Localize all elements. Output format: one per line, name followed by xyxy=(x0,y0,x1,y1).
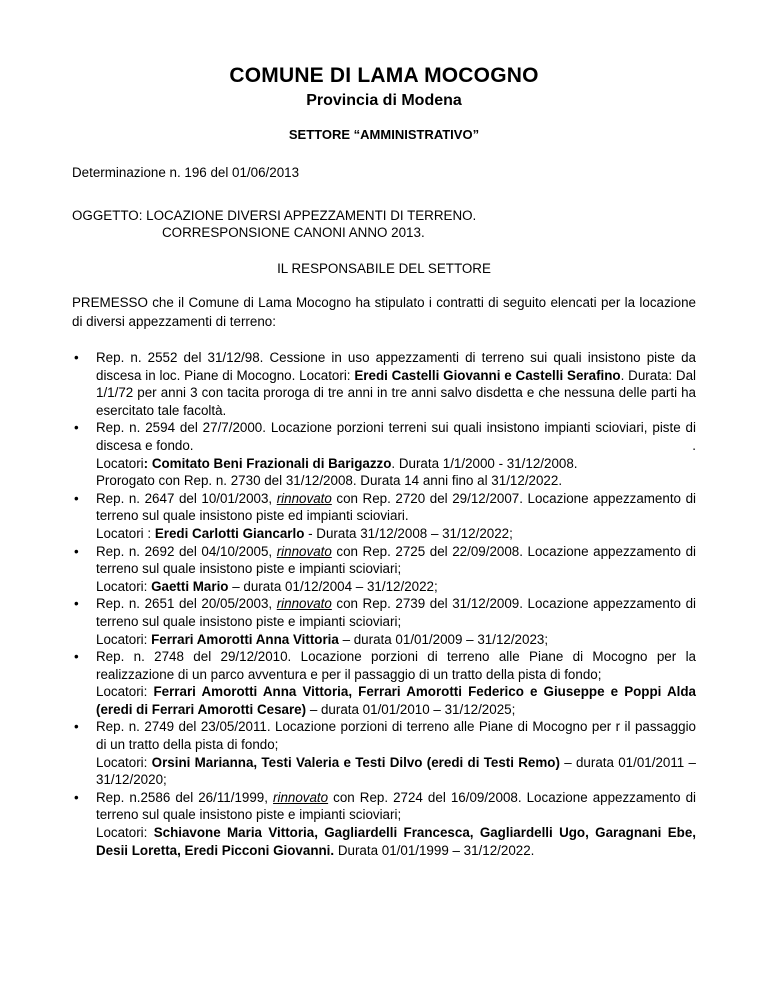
bullet-icon: • xyxy=(74,719,79,735)
bullet-icon: • xyxy=(74,596,79,612)
contract-text: Rep. n. 2748 del 29/12/2010. Locazione porzioni di terreno alle Piane di Mocogno per la realizzazione di un parco avventura e per il passaggio di un tratto della pista di fondo; xyxy=(96,649,696,682)
contract-text-cont: con Rep. 2739 del 31/12/2009. Locazione appezzamento di terreno sul quale insistono piste e impianti scioviari; xyxy=(96,596,696,629)
contract-text: Rep. n. 2651 del 20/05/2003, xyxy=(96,596,277,612)
bullet-icon: • xyxy=(74,789,79,805)
lessor-label: Locatori: xyxy=(96,825,154,841)
stray-dot: . xyxy=(692,437,696,453)
list-item xyxy=(72,543,696,596)
bullet-icon: • xyxy=(74,420,79,436)
lessor-names: Eredi Carlotti Giancarlo xyxy=(154,525,305,541)
contract-text-cont: con Rep. 2720 del 29/12/2007. Locazione appezzamento di terreno sul quale insistono piste ed impianti scioviari. xyxy=(96,490,696,524)
contract-text-cont: con Rep. 2725 del 22/09/2008. Locazione appezzamento di terreno sul quale insistono piste e impianti scioviari; xyxy=(96,543,696,577)
premise-paragraph: PREMESSO che il Comune di Lama Mocogno ha stipulato i contratti di seguito elencati per la locazione di diversi appezzamenti di terreno: xyxy=(72,295,696,329)
renewed-label: rinnovato xyxy=(276,490,332,506)
lessor-names: Ferrari Amorotti Anna Vittoria, Ferrari Amorotti Federico e Giuseppe e Poppi Alda (eredi di Ferrari Amorotti Cesare) xyxy=(96,684,696,717)
bullet-icon: • xyxy=(74,649,79,665)
lessor-label: Locatori: xyxy=(96,631,152,647)
contract-duration: – durata 01/01/2009 – 31/12/2023; xyxy=(338,631,549,647)
contract-text: Rep. n. 2647 del 10/01/2003, xyxy=(96,490,277,506)
list-item xyxy=(72,595,696,648)
contract-duration: – durata 01/01/2011 – 31/12/2020; xyxy=(96,754,696,788)
contract-text: Rep. n. 2552 del 31/12/98. Cessione in uso appezzamenti di terreno sui quali insistono piste da discesa in loc. Piane di Mocogno. Locatori: xyxy=(96,350,696,383)
lessor-label: Locatori xyxy=(96,455,144,471)
contract-text: Rep. n.2586 del 26/11/1999, xyxy=(96,789,274,805)
sector-heading: SETTORE “AMMINISTRATIVO” xyxy=(288,127,480,142)
list-item xyxy=(72,718,696,788)
subject-line-1: OGGETTO: LOCAZIONE DIVERSI APPEZZAMENTI DI TERRENO. xyxy=(72,208,477,223)
contract-duration: Durata 01/01/1999 – 31/12/2022. xyxy=(334,842,535,858)
responsible-heading: IL RESPONSABILE DEL SETTORE xyxy=(277,261,491,276)
lessor-names: Eredi Castelli Giovanni e Castelli Serafino xyxy=(354,367,621,383)
renewed-label: rinnovato xyxy=(276,543,332,559)
bullet-icon: • xyxy=(74,490,79,506)
contract-duration: - Durata 31/12/2008 – 31/12/2022; xyxy=(304,525,513,541)
contract-duration: – durata 01/01/2010 – 31/12/2025; xyxy=(306,701,516,717)
contract-duration: . Durata 1/1/2000 - 31/12/2008. xyxy=(391,455,578,471)
province-subtitle: Provincia di Modena xyxy=(306,92,462,109)
renewed-label: rinnovato xyxy=(273,789,329,805)
renewed-label: rinnovato xyxy=(276,596,332,612)
contract-duration: – durata 01/12/2004 – 31/12/2022; xyxy=(228,578,438,594)
contract-text-cont: con Rep. 2724 del 16/09/2008. Locazione appezzamento di terreno sul quale insistono piste e impianti scioviari; xyxy=(96,789,696,823)
lessor-names: : Comitato Beni Frazionali di Barigazzo xyxy=(143,455,392,471)
lessor-names: Gaetti Mario xyxy=(151,578,229,594)
contract-text: Rep. n. 2594 del 27/7/2000. Locazione porzioni terreni sui quali insistono impianti scioviari, piste di discesa e fondo. xyxy=(96,420,696,453)
contract-text: Rep. n. 2692 del 04/10/2005, xyxy=(96,543,277,559)
list-item xyxy=(72,648,696,718)
lessor-label: Locatori: xyxy=(96,754,152,770)
lessor-names: Ferrari Amorotti Anna Vittoria xyxy=(151,631,339,647)
bullet-icon: • xyxy=(74,350,79,365)
lessor-label: Locatori : xyxy=(96,525,155,541)
list-item xyxy=(72,789,696,859)
contract-extension: Prorogato con Rep. n. 2730 del 31/12/2008. Durata 14 anni fino al 31/12/2022. xyxy=(96,473,563,489)
contract-text: Rep. n. 2749 del 23/05/2011. Locazione porzioni di terreno alle Piane di Mocogno per r il passaggio di un tratto della pista di fondo; xyxy=(96,719,696,753)
subject-line-2: CORRESPONSIONE CANONI ANNO 2013. xyxy=(162,225,425,240)
contract-duration: . Durata: Dal 1/1/72 per anni 3 con tacita proroga di tre anni in tre anni salvo disdetta e che nessuna delle parti ha esercitato tale facoltà. xyxy=(96,367,697,418)
lessor-names: Schiavone Maria Vittoria, Gagliardelli Francesca, Gagliardelli Ugo, Garagnani Ebe, Desii Loretta, Eredi Picconi Giovanni. xyxy=(96,825,696,858)
lessor-label: Locatori: xyxy=(96,684,154,700)
bullet-icon: • xyxy=(74,543,79,559)
list-item xyxy=(72,349,696,419)
list-item xyxy=(72,490,696,543)
lessor-label: Locatori: xyxy=(96,578,152,594)
lessor-names: Orsini Marianna, Testi Valeria e Testi Dilvo (eredi di Testi Remo) xyxy=(151,754,560,770)
municipality-title: COMUNE DI LAMA MOCOGNO xyxy=(229,64,539,87)
contracts-list xyxy=(72,349,696,859)
list-item xyxy=(72,419,696,489)
determination-number: Determinazione n. 196 del 01/06/2013 xyxy=(72,165,300,180)
